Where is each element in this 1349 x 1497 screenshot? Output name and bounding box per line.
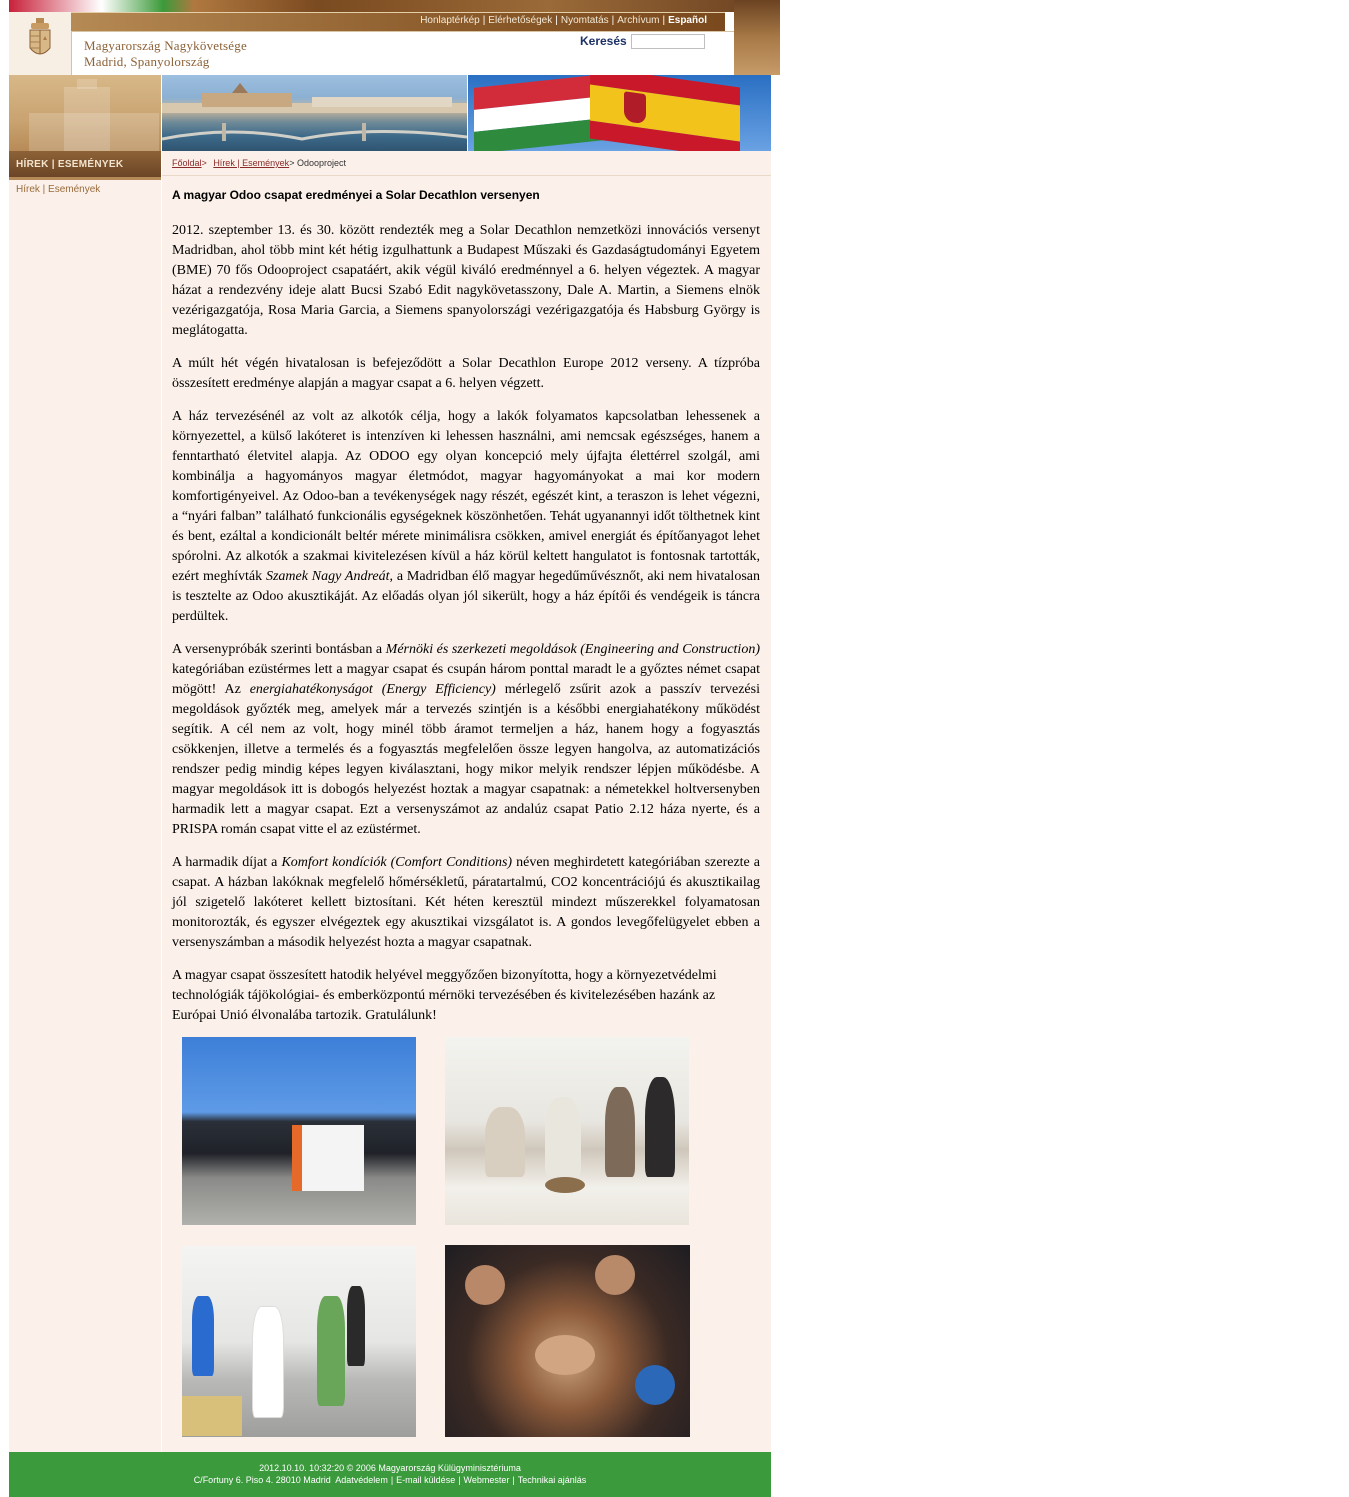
search-input[interactable] [631,34,705,49]
banner-budapest-image [162,75,467,151]
top-links: Honlaptérkép | Elérhetőségek | Nyomtatás | Archívum | Español [420,15,707,26]
top-link-contacts[interactable]: Elérhetőségek [488,15,553,26]
top-navbar [71,12,725,31]
photo-dancing-guests[interactable] [182,1246,416,1437]
banner-building-image [9,75,161,151]
breadcrumb-divider [162,175,771,176]
embassy-name-line1: Magyarország Nagykövetsége [84,38,247,53]
budapest-skyline-icon [162,75,467,151]
breadcrumb-news[interactable]: Hírek | Események [213,158,290,168]
footer-link-technical[interactable]: Technikai ajánlás [517,1475,587,1485]
footer-copyright: 2012.10.10. 10:32:20 © 2006 Magyarország Külügyminisztériuma [259,1463,521,1473]
article-paragraph: A versenypróbák szerinti bontásban a Mérnöki és szerkezeti megoldások (Engineering and Construction) kategóriában ezüstérmes lett a magyar csapat és csupán három ponttal maradt le a győztes német csapat mögött! Az energiahatékonyságot (Energy Efficiency) mérlegelő zsűrit azok a passzív tervezési megoldások győzték meg, amelyek már a tervezés szintjén is a későbbi energiahatékony működést segítik. A cél nem az volt, hogy minél több áramot termeljen a ház, hanem hogy a fogyasztás csökkenjen, illetve a termelés és a fogyasztás megfelelően össze legyen hangolva, az automatizációs rendszer pedig mindig képes legyen kiválasztani, hogy mikor melyik rendszer lépjen működésbe. A magyar megoldások itt is dobogós helyezést hoztak a magyar csapatnak: a németekkel holtversenyben harmadik lett a magyar csapat. Ezt a versenyszámot az andalúz csapat Patio 2.12 háza nyerte, és a PRISPA román csapat vitte el az ezüstérmet. [172,642,760,837]
footer-links: C/Fortuny 6. Piso 4. 28010 Madrid Adatvédelem | E-mail küldése | Webmester | Technikai ajánlás [193,1475,587,1485]
article-emphasis: Komfort kondíciók (Comfort Conditions) [281,855,513,870]
footer [9,1452,771,1497]
embassy-name[interactable] [84,38,247,70]
top-link-archive[interactable]: Archívum [617,15,660,26]
coat-of-arms-icon [27,18,53,62]
footer-link-webmaster[interactable]: Webmester [463,1475,510,1485]
top-decor-strip [9,0,780,12]
top-link-print[interactable]: Nyomtatás [560,15,609,26]
article-paragraph: A magyar csapat összesített hatodik helyével meggyőzően bizonyította, hogy a környezetvédelmi technológiák tájökológiai- és emberközpontú mérnöki tervezésében és kivitelezésében hazánk az Európai Unió élvonalába tartozik. Gratulálunk! [172,968,717,1023]
breadcrumb-home[interactable]: Főoldal [172,158,202,168]
footer-link-email[interactable]: E-mail küldése [396,1475,456,1485]
header-right-decor [734,0,780,75]
article-paragraph: A ház tervezésénél az volt az alkotók célja, hogy a lakók folyamatos kapcsolatban lehessenek a környezettel, a külső lakóteret is intenzíven ki lehessen használni, ami nemcsak egészséges, hanem a fenntartható életvitel alapja. Az ODOO egy olyan koncepció mely újfajta élettérrel szolgál, ami kombinálja a hagyományos magyar életmódot, magyar hagyományokat a mai kor modern komfortigényeivel. Az Odoo-ban a tevékenységek nagy részét, egészét kint, a teraszon is lehet végezni, a “nyári falban” található funkcionális egységeknek köszönhetően. Tehát ugyanannyi időt tölthetnek kint és bent, ezáltal a kondicionált beltér mérete minimálisra csökken, amivel energiát és építőanyagot lehet spórolni. Az alkotók a szakmai kivitelezésen kívül a ház körül keltett hangulatot is fontosnak tartották, ezért meghívták Szamek Nagy Andreát, a Madridban élő magyar hegedűművésznőt, aki nem hivatalosan is tesztelte az Odoo akusztikáját. Az előadás olyan jól sikerült, hogy a ház építői és vendégeik is táncra perdültek. [172,409,760,624]
article-emphasis: Szamek Nagy Andreát [265,569,390,584]
article-emphasis: Mérnöki és szerkezeti megoldások (Engineering and Construction) [385,642,760,657]
embassy-name-line2: Madrid, Spanyolország [84,54,210,69]
search-label: Keresés [580,34,627,48]
header-banner [9,75,771,151]
photo-odoo-house-exterior[interactable] [182,1037,416,1225]
page [9,0,771,1497]
sidebar-heading-label: HÍREK | ESEMÉNYEK [16,159,124,170]
top-link-sitemap[interactable]: Honlaptérkép [420,15,480,26]
article-title: A magyar Odoo csapat eredményei a Solar Decathlon versenyen [172,188,540,202]
photo-visitors-table[interactable] [445,1037,689,1225]
article-emphasis: energiahatékonyságot (Energy Efficiency) [249,682,496,697]
article-paragraph: A harmadik díjat a Komfort kondíciók (Comfort Conditions) néven meghirdetett kategóriában szerezte a csapat. A házban lakóknak megfelelő hőmérsékletű, páratartalmú, CO2 koncentrációjú és akusztikailag jól szigetelő lakóteret kellett biztosítani. Két héten keresztül mindezt műszerekkel folyamatosan monitorozták, és egyszer elvégeztek egy akusztikai vizsgálatot is. A gondos levegőfelügyelet ebben a versenyszámban a második helyezést hozta a magyar csapatnak. [172,855,761,950]
sidebar [9,151,161,1452]
article-body [172,221,760,1039]
footer-link-privacy[interactable]: Adatvédelem [335,1475,388,1485]
main-content [162,151,771,1452]
hungarian-flag-icon [474,75,604,151]
article-paragraph: 2012. szeptember 13. és 30. között rendezték meg a Solar Decathlon nemzetközi innovációs versenyt Madridban, ahol több mint két hétig izgulhattunk a Budapest Műszaki és Gazdaságtudományi Egyetem (BME) 70 fős Odooproject csapatáért, akik végül kiváló eredménnyel a 6. helyen végeztek. A magyar házat a rendezvény ideje alatt Bucsi Szabó Edit nagykövetasszony, Dale A. Martin, a Siemens elnök vezérigazgatója, Rosa Maria Garcia, a Siemens spanyolországi vezérigazgatója és Habsburg György is meglátogatta. [172,223,760,338]
breadcrumb-current: Odooproject [296,158,346,168]
coat-of-arms-box[interactable] [9,12,72,75]
sidebar-item-news-events[interactable]: Hírek | Események [16,184,101,195]
sidebar-heading [9,151,161,180]
photo-team-hands[interactable] [445,1245,690,1437]
article-paragraph: A múlt hét végén hivatalosan is befejeződött a Solar Decathlon Europe 2012 verseny. A tízpróba összesített eredménye alapján a magyar csapat a 6. helyen végzett. [172,356,760,391]
footer-address: C/Fortuny 6. Piso 4. 28010 Madrid [193,1475,331,1485]
breadcrumb: Főoldal> Hírek | Események> Odooproject [172,158,346,168]
spanish-flag-icon [590,75,740,151]
top-link-spanish[interactable]: Español [668,15,707,26]
exhibit-sign [292,1125,364,1191]
header-divider [71,31,734,32]
banner-flags-image [468,75,771,151]
